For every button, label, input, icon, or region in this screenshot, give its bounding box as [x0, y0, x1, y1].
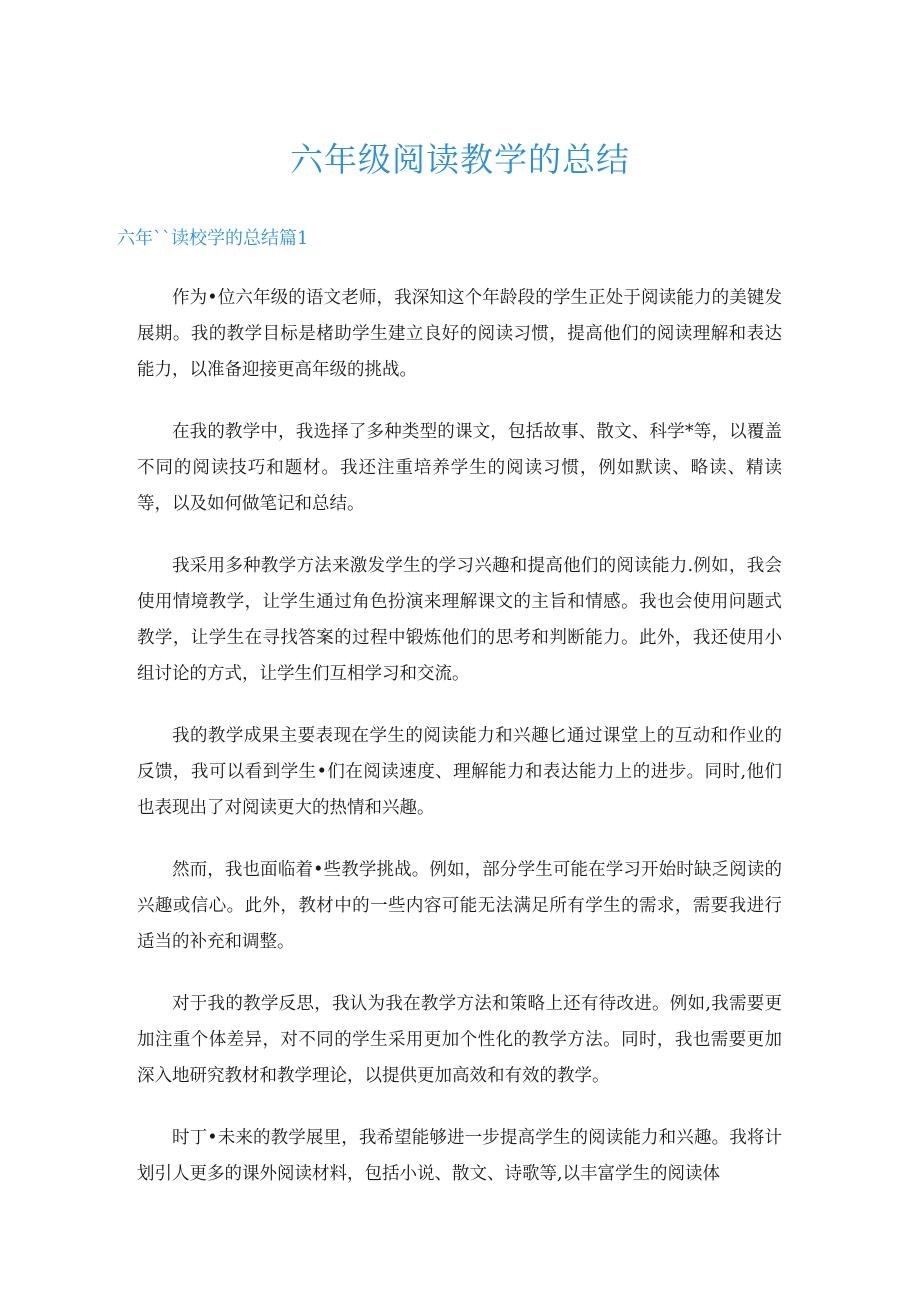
paragraph-3: 我采用多种教学方法来激发学生的学习兴趣和提高他们的阅读能力.例如，我会使用情境教学，让学生通过角色扮演来理解课文的主旨和情感。我也会使用问题式教学，让学生在寻找答案的过程中锻炼他们的思考和判断能力。此外，我还使用小组讨论的方式，让学生们互相学习和交流。 [137, 556, 782, 684]
paragraph-4: 我的教学成果主要表现在学生的阅读能力和兴趣匕通过课堂上的互动和作业的反馈，我可以看到学生•们在阅读速度、理解能力和表达能力上的进步。同时,他们也表现出了对阅读更大的热情和兴趣。 [137, 726, 782, 818]
document-body [137, 280, 782, 1218]
paragraph-7: 时丁•未来的教学展里，我希望能够进一步提高学生的阅读能力和兴趣。我将计划引人更多的课外阅读材料，包括小说、散文、诗歌等,以丰富学生的阅读体 [137, 1128, 782, 1184]
document-title: 六年级阅读教学的总结 [290, 140, 630, 179]
section-heading: 六年``读校学的总结篇1 [117, 228, 309, 249]
paragraph-2: 在我的教学中，我选择了多种类型的课文，包括故事、散文、科学*等，以覆盖不同的阅读技巧和题材。我还注重培养学生的阅读习惯，例如默读、略读、精读等，以及如何做笔记和总结。 [137, 422, 782, 514]
paragraph-6: 对于我的教学反思，我认为我在教学方法和策略上还有待改进。例如,我需要更加注重个体差异，对不同的学生采用更加个性化的教学方法。同时，我也需要更加深入地研究教材和教学理论，以提供更加高效和有效的教学。 [137, 994, 782, 1086]
paragraph-5: 然而，我也面临着•些教学挑战。例如，部分学生可能在学习开始时缺乏阅读的兴趣或信心。此外，教材中的一些内容可能无法满足所有学生的需求，需要我进行适当的补充和调整。 [137, 860, 782, 952]
paragraph-1: 作为•位六年级的语文老师，我深知这个年龄段的学生正处于阅读能力的美键发展期。我的教学目标是楮助学生建立良好的阅读习惯，提高他们的阅读理解和表达能力，以准备迎接更高年级的挑战。 [137, 288, 782, 380]
